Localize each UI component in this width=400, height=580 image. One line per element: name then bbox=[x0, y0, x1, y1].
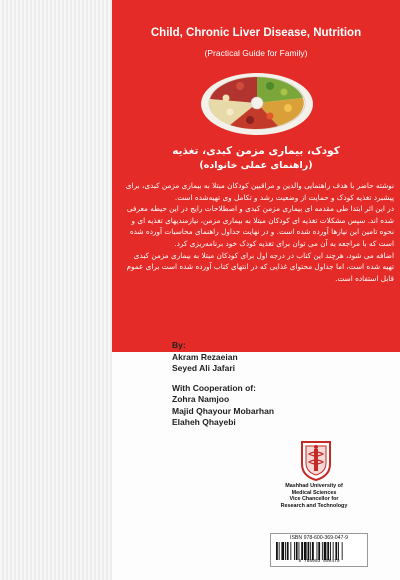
barcode-bar bbox=[301, 542, 303, 560]
barcode-bar bbox=[317, 542, 318, 560]
barcode-bar bbox=[287, 542, 289, 560]
by-label: By: bbox=[172, 340, 186, 350]
barcode-bar bbox=[322, 542, 323, 560]
barcode-bar bbox=[335, 542, 337, 560]
barcode-bar bbox=[285, 542, 286, 560]
barcode-bar bbox=[312, 542, 314, 560]
credits bbox=[172, 340, 368, 429]
cooperator-name: Zohra Namjoo bbox=[172, 394, 230, 404]
barcode-bar bbox=[279, 542, 280, 560]
cooperator-name: Elaheh Qhayebi bbox=[172, 417, 236, 427]
cooperator-name: Majid Qhayour Mobarhan bbox=[172, 405, 275, 416]
barcode-bar bbox=[342, 542, 343, 560]
isbn-label: ISBN 978-600-369-047-9 bbox=[290, 535, 348, 541]
author-name: Akram Rezaeian bbox=[172, 351, 238, 362]
barcode-bar bbox=[333, 542, 334, 560]
publisher-line: Medical Sciences bbox=[291, 489, 337, 496]
barcode-bar bbox=[308, 542, 310, 560]
title-persian: کودک، بیماری مزمن کبدی، تغذیه bbox=[172, 145, 340, 157]
cooperation-label: With Cooperation of: bbox=[172, 382, 256, 393]
barcode-bar bbox=[276, 542, 278, 560]
isbn-box bbox=[270, 533, 368, 567]
barcode-bar bbox=[290, 542, 291, 560]
barcode-bar bbox=[281, 542, 284, 560]
barcode-bar bbox=[327, 542, 329, 560]
description-paragraph: نوشته حاضر با هدف راهنمایی والدین و مراقبین کودکان مبتلا به بیماری مزمن کبدی، برای پیشبرد تغذیه کودک و حمایت از وضعیت رشد و تکامل وی تهیه‌شده است. bbox=[125, 181, 394, 202]
mashhad-university-logo-icon bbox=[296, 438, 336, 482]
barcode-bar bbox=[338, 542, 339, 560]
barcode-digits: 9 786003 690479 bbox=[298, 559, 340, 564]
title-english: Child, Chronic Liver Disease, Nutrition bbox=[150, 27, 362, 39]
publisher-line: Research and Technology bbox=[280, 502, 348, 509]
barcode-bar bbox=[330, 542, 331, 560]
author-name: Seyed Ali Jafari bbox=[172, 363, 235, 373]
barcode-bar bbox=[310, 542, 311, 560]
food-plate-icon bbox=[200, 68, 314, 136]
subtitle-persian: (راهنمای عملی خانواده) bbox=[199, 160, 313, 171]
barcode-bar bbox=[294, 542, 295, 560]
description-paragraph: اضافه می شود، هرچند این کتاب در درجه اول برای کودکان مبتلا به بیماری مزمن کبدی تهیه شده است، اما جداول محتوای غذایی که در انتهای کتاب آورده شده است برای عموم قابل استفاده است. bbox=[126, 250, 394, 283]
publisher-logo bbox=[296, 438, 336, 482]
barcode-bar bbox=[324, 542, 327, 560]
red-panel bbox=[112, 0, 400, 352]
credits-gap bbox=[172, 375, 368, 383]
publisher-line: Vice Chancellor for bbox=[289, 496, 339, 503]
barcode-bar bbox=[304, 542, 307, 560]
subtitle-english: (Practical Guide for Family) bbox=[204, 48, 308, 58]
publisher-name bbox=[262, 483, 366, 509]
publisher-line: Mashhad University of bbox=[285, 483, 343, 489]
barcode-bar bbox=[296, 542, 298, 560]
food-plate-image bbox=[200, 68, 314, 136]
barcode-bar bbox=[318, 542, 320, 560]
barcode-bar bbox=[299, 542, 300, 560]
description-paragraph: در این اثر ابتدا طی مقدمه ای بیماری مزمن کبدی و اصطلاحات رایج در این حیطه معرفی شده اند. سپس مشکلات تغذیه ای کودکان مبتلا به بیماری مزمن، نیازمندیهای تغذیه ای و نحوه تامین این نیازها آورده شده است. و در نهایت جداول راهنمای محاسبات آورده شده است که با مراجعه به آن می توان برای تغذیه کودک خود برنامه‌ریزی کرد. bbox=[126, 204, 394, 248]
barcode-icon bbox=[275, 542, 363, 560]
description-persian bbox=[122, 180, 394, 284]
striped-margin bbox=[0, 0, 112, 580]
